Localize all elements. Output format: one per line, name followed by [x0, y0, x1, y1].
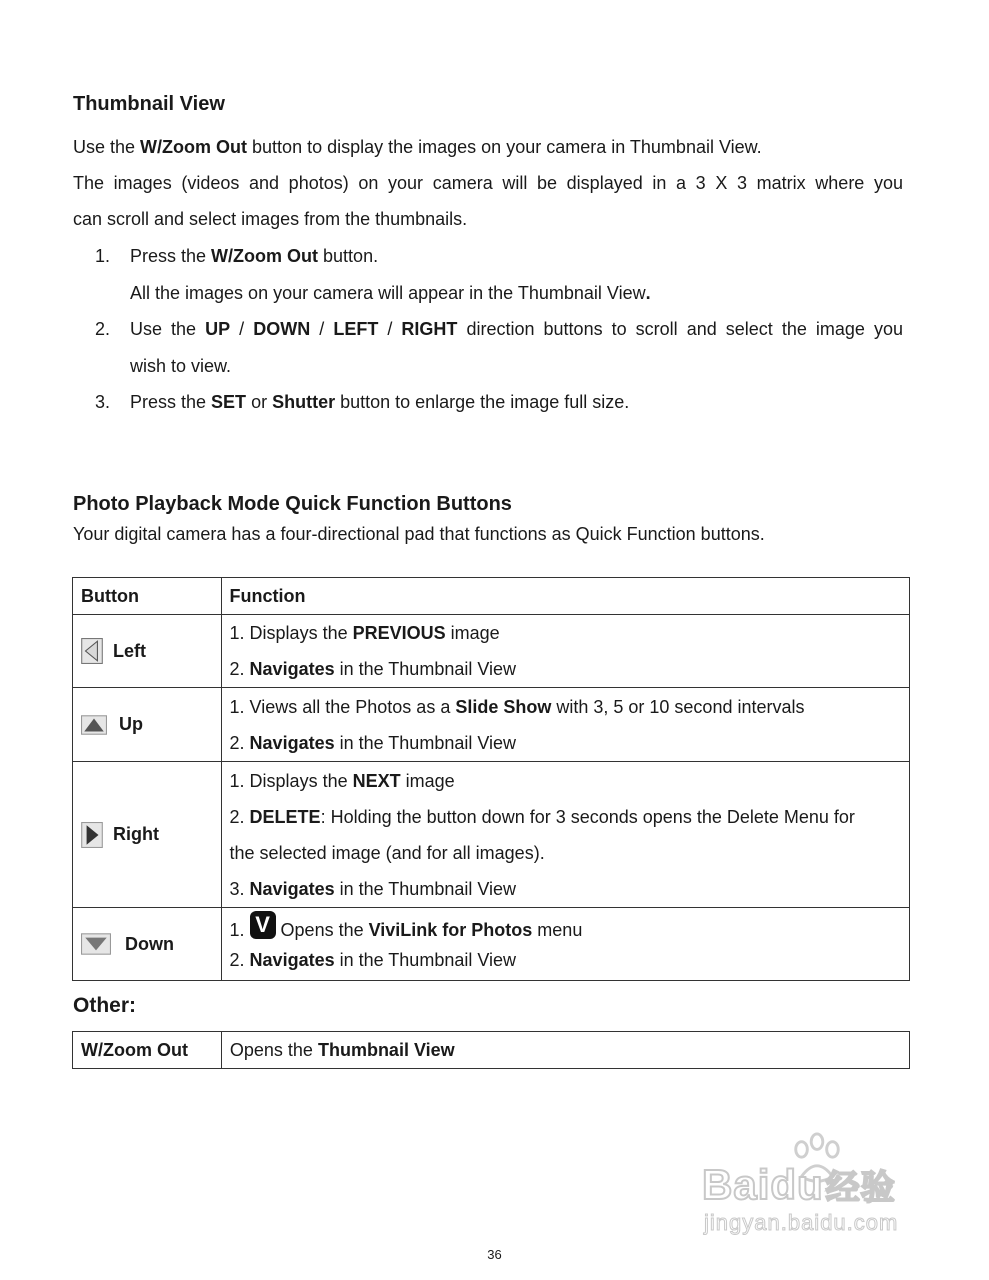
text: Use the: [130, 319, 206, 339]
table-row-up: [73, 688, 910, 762]
table-row-left: [73, 615, 910, 688]
quick-function-table: [72, 577, 910, 981]
function-line: [230, 651, 901, 687]
bold-text: Thumbnail View: [317, 1039, 455, 1060]
step-number: 3.: [95, 392, 111, 412]
bold-text: .: [645, 283, 651, 303]
bold-text: Shutter: [272, 392, 336, 412]
page-number: 36: [487, 1247, 502, 1262]
text: Opens the: [229, 1039, 318, 1060]
text: 1. Displays the: [229, 623, 353, 643]
text: 2.: [229, 732, 250, 753]
text: Press the: [130, 246, 212, 266]
bold-text: LEFT: [333, 319, 379, 339]
table-row-down: [73, 908, 910, 981]
text: : Holding the button down for 3 seconds opens the Delete Menu for: [320, 806, 855, 827]
bold-text: W/Zoom Out: [140, 137, 248, 157]
bold-text: SET: [211, 392, 247, 412]
text: 1. Views all the Photos as a: [229, 696, 456, 717]
text: in the Thumbnail View: [334, 732, 517, 753]
function-cell: [221, 615, 909, 688]
function-line: the selected image (and for all images).: [229, 842, 545, 863]
step-number: 1.: [95, 246, 111, 266]
paragraph-matrix-line1: The images (videos and photos) on your camera will be displayed in a 3 X 3 matrix where you: [73, 173, 903, 193]
bold-text: NEXT: [352, 770, 401, 791]
text: Opens the: [275, 920, 369, 940]
text: 2.: [229, 950, 250, 970]
button-label: Right: [113, 824, 159, 844]
button-cell: [73, 762, 222, 908]
step-3-text: [130, 392, 903, 413]
step-1-text: [130, 246, 903, 267]
text: in the Thumbnail View: [334, 950, 517, 970]
text: 1. Displays the: [229, 770, 353, 791]
bold-text: Navigates: [249, 878, 335, 899]
up-arrow-icon: [81, 715, 107, 735]
text: All the images on your camera will appear in the Thumbnail View: [130, 283, 646, 303]
text: Baidu: [702, 1161, 824, 1208]
table-row-right: [73, 762, 910, 908]
other-table: [72, 1031, 910, 1069]
header-button: [73, 578, 222, 615]
text: 3.: [229, 878, 250, 899]
bold-text: Navigates: [249, 950, 335, 970]
button-cell: [73, 615, 222, 688]
function-cell: [221, 762, 909, 908]
button-cell: [73, 688, 222, 762]
bold-text: DELETE: [249, 806, 321, 827]
function-line: [230, 945, 901, 977]
vivilink-icon: V: [250, 911, 276, 939]
function-line: [230, 763, 901, 799]
button-label: Up: [119, 714, 143, 734]
bold-text: ViviLink for Photos: [368, 920, 533, 940]
button-label: W/Zoom Out: [81, 1039, 188, 1060]
button-label: Down: [125, 933, 174, 954]
header-text: Function: [229, 585, 306, 606]
function-line: [230, 871, 901, 907]
table-row: [73, 1032, 910, 1069]
text: with 3, 5 or 10 second intervals: [551, 696, 805, 717]
step-1-subtext: [130, 283, 903, 304]
text: /: [230, 319, 254, 339]
text: /: [310, 319, 334, 339]
text: in the Thumbnail View: [334, 659, 517, 679]
step-2-line2: wish to view.: [130, 356, 232, 376]
bold-text: DOWN: [253, 319, 311, 339]
section-title-other: Other:: [73, 994, 136, 1017]
paragraph-intro: [73, 129, 903, 165]
function-cell: [221, 688, 909, 762]
text: button.: [318, 246, 379, 266]
text: image: [400, 770, 455, 791]
text: 2.: [229, 806, 250, 827]
paragraph-matrix-line2: can scroll and select images from the thumbnails.: [73, 209, 468, 229]
right-arrow-icon: [81, 822, 103, 848]
text: image: [445, 623, 500, 643]
button-cell: [73, 908, 222, 981]
function-cell: [221, 1032, 909, 1069]
table-header-row: [73, 578, 910, 615]
text: 1.: [229, 920, 250, 940]
watermark-brand: [702, 1160, 896, 1209]
function-line: [230, 799, 901, 835]
text: in the Thumbnail View: [334, 878, 517, 899]
function-line: [230, 911, 901, 945]
bold-text: W/Zoom Out: [211, 246, 319, 266]
down-arrow-icon: [81, 933, 111, 955]
text: 2.: [229, 659, 250, 679]
bold-text: PREVIOUS: [352, 623, 446, 643]
text: or: [246, 392, 273, 412]
text: Use the: [73, 137, 141, 157]
text: button to enlarge the image full size.: [335, 392, 630, 412]
function-line: [230, 689, 901, 725]
function-line: [230, 615, 901, 651]
section-title-thumbnail-view: Thumbnail View: [73, 93, 225, 115]
baidu-watermark: [700, 1130, 935, 1240]
text: menu: [532, 920, 583, 940]
text: /: [378, 319, 402, 339]
text: direction buttons to scroll and select the image you: [457, 319, 903, 339]
paragraph-quick-intro: Your digital camera has a four-directional pad that functions as Quick Function buttons.: [73, 524, 765, 544]
left-arrow-icon: [81, 638, 103, 664]
step-2-text: [130, 319, 903, 340]
watermark-url: jingyan.baidu.com: [704, 1210, 899, 1235]
function-cell: [221, 908, 909, 981]
function-line: [230, 725, 901, 761]
text: button to display the images on your camera in Thumbnail View.: [247, 137, 762, 157]
header-text: Button: [81, 585, 139, 606]
section-title-quick-function: Photo Playback Mode Quick Function Buttons: [73, 493, 512, 515]
step-number: 2.: [95, 319, 111, 339]
bold-text: Navigates: [249, 732, 335, 753]
bold-text: Navigates: [249, 659, 335, 679]
bold-text: RIGHT: [401, 319, 458, 339]
text: 经验: [825, 1169, 896, 1207]
button-label: Left: [113, 640, 146, 661]
header-function: [221, 578, 909, 615]
bold-text: UP: [205, 319, 231, 339]
bold-text: Slide Show: [455, 696, 552, 717]
text: Press the: [130, 392, 212, 412]
button-cell: [73, 1032, 222, 1069]
